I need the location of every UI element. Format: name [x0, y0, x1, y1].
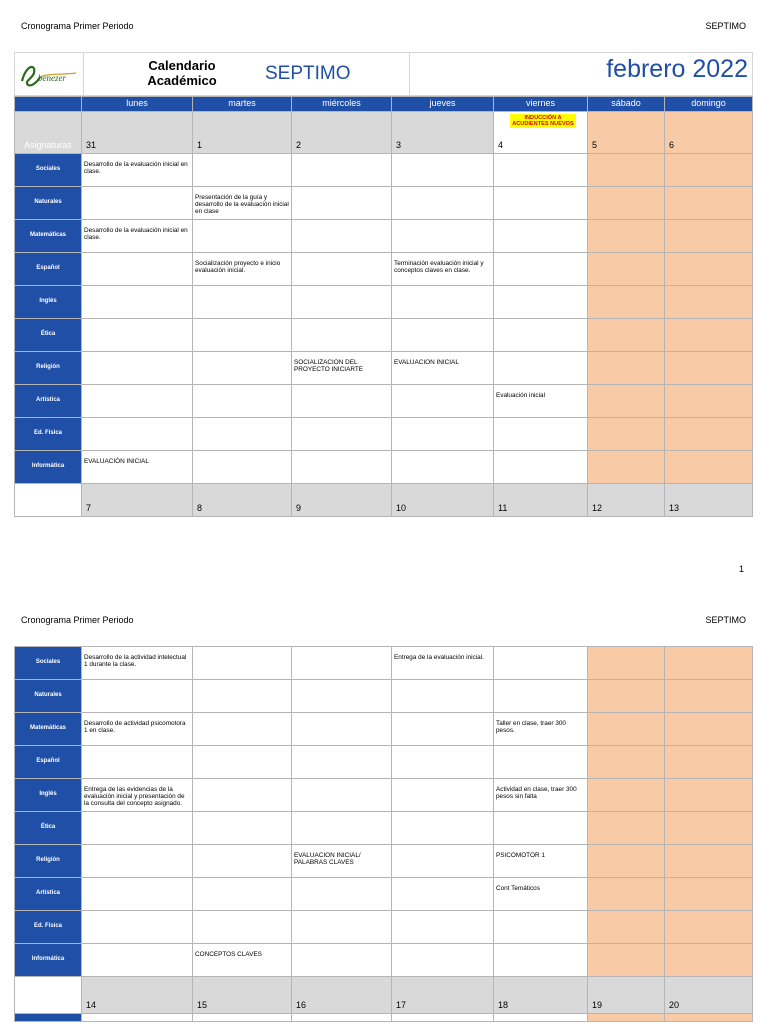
subject-row: [15, 187, 753, 220]
schedule-cell: [292, 418, 392, 451]
date-cell: 14: [82, 977, 193, 1014]
day-header-domingo: domingo: [665, 97, 753, 112]
schedule-cell: EVALUACIÓN INICIAL: [82, 451, 193, 484]
date-cell: 11: [494, 484, 588, 517]
weekend-cell: [665, 812, 753, 845]
date-cell: 19: [588, 977, 665, 1014]
subject-label: Español: [15, 253, 82, 286]
date-cell: 7: [82, 484, 193, 517]
next-cell: [494, 1014, 588, 1022]
weekend-cell: [588, 680, 665, 713]
schedule-cell: [292, 812, 392, 845]
weekend-cell: [588, 451, 665, 484]
schedule-cell: Desarrollo de la evaluación inicial en clase.: [82, 154, 193, 187]
weekend-cell: [588, 286, 665, 319]
schedule-cell: [193, 647, 292, 680]
subject-row: [15, 779, 753, 812]
subject-label: Informática: [15, 944, 82, 977]
next-cell: [292, 1014, 392, 1022]
subject-label: Ed. Física: [15, 911, 82, 944]
subject-label: Sociales: [15, 647, 82, 680]
schedule-cell: [292, 286, 392, 319]
schedule-cell: Desarrollo de la evaluación inicial en clase.: [82, 220, 193, 253]
subject-label: Artística: [15, 385, 82, 418]
subject-label: Naturales: [15, 187, 82, 220]
title-bar: [14, 52, 753, 96]
schedule-cell: [82, 286, 193, 319]
weekend-cell: [588, 779, 665, 812]
weekend-cell: [665, 352, 753, 385]
date-cell: 5: [588, 112, 665, 154]
title-divider: [409, 53, 410, 95]
schedule-cell: [392, 187, 494, 220]
schedule-cell: [292, 680, 392, 713]
subject-row: [15, 647, 753, 680]
schedule-cell: Desarrollo de actividad psicomotora 1 en clase.: [82, 713, 193, 746]
date-cell: 13: [665, 484, 753, 517]
weekend-cell: [588, 746, 665, 779]
weekend-cell: [588, 154, 665, 187]
schedule-cell: [392, 220, 494, 253]
schedule-cell: [82, 746, 193, 779]
weekend-cell: [665, 878, 753, 911]
date-cell: 17: [392, 977, 494, 1014]
subject-row: [15, 713, 753, 746]
weekend-cell: [588, 911, 665, 944]
weekend-cell: [665, 385, 753, 418]
weekend-cell: [588, 845, 665, 878]
date-row-corner: [15, 977, 82, 1014]
subject-row: [15, 680, 753, 713]
schedule-cell: PSICOMOTOR 1: [494, 845, 588, 878]
date-cell: 1: [193, 112, 292, 154]
weekend-cell: [665, 418, 753, 451]
schedule-cell: Presentación de la guía y desarrollo de la evaluación inicial en clase: [193, 187, 292, 220]
date-cell: 8: [193, 484, 292, 517]
schedule-cell: [193, 385, 292, 418]
subject-label: Matemáticas: [15, 220, 82, 253]
date-cell: 18: [494, 977, 588, 1014]
schedule-cell: [392, 779, 494, 812]
date-cell: 9: [292, 484, 392, 517]
schedule-cell: [82, 385, 193, 418]
schedule-cell: [82, 680, 193, 713]
calendar-title: [127, 58, 237, 88]
schedule-cell: [392, 944, 494, 977]
date-row: [15, 484, 753, 517]
schedule-cell: [82, 812, 193, 845]
next-cell: [392, 1014, 494, 1022]
schedule-cell: [292, 385, 392, 418]
schedule-cell: [494, 812, 588, 845]
schedule-cell: [494, 944, 588, 977]
subject-row: [15, 253, 753, 286]
schedule-cell: [82, 944, 193, 977]
grade-title: SEPTIMO: [265, 63, 351, 84]
day-header-corner: [15, 97, 82, 112]
subject-label: Matemáticas: [15, 713, 82, 746]
next-week-row-partial: [15, 1014, 753, 1022]
date-row-corner: [15, 484, 82, 517]
schedule-cell: [193, 680, 292, 713]
date-cell-friday: [494, 112, 588, 154]
subject-label: Ed. Física: [15, 418, 82, 451]
weekend-cell: [665, 220, 753, 253]
weekend-cell: [588, 944, 665, 977]
weekend-cell: [665, 911, 753, 944]
schedule-cell: [494, 319, 588, 352]
schedule-cell: [82, 845, 193, 878]
weekend-cell: [588, 352, 665, 385]
schedule-cell: [494, 418, 588, 451]
schedule-cell: [494, 680, 588, 713]
subject-row: [15, 451, 753, 484]
schedule-cell: [494, 911, 588, 944]
schedule-cell: [392, 746, 494, 779]
subject-row: [15, 220, 753, 253]
subject-label: Inglés: [15, 286, 82, 319]
next-cell: [588, 1014, 665, 1022]
weekend-cell: [588, 812, 665, 845]
schedule-cell: [392, 418, 494, 451]
schedule-cell: [494, 352, 588, 385]
schedule-cell: [494, 746, 588, 779]
schedule-cell: EVALUACION INICIAL: [392, 352, 494, 385]
subject-row: [15, 385, 753, 418]
weekend-cell: [665, 746, 753, 779]
schedule-cell: [292, 944, 392, 977]
schedule-cell: CONCEPTOS CLAVES: [193, 944, 292, 977]
schedule-cell: [292, 253, 392, 286]
subject-row: [15, 911, 753, 944]
weekend-cell: [588, 385, 665, 418]
schedule-cell: [292, 154, 392, 187]
schedule-cell: [193, 911, 292, 944]
day-header-lunes: lunes: [82, 97, 193, 112]
schedule-cell: [292, 911, 392, 944]
subject-label: Inglés: [15, 779, 82, 812]
schedule-cell: [292, 878, 392, 911]
weekend-cell: [665, 713, 753, 746]
subject-label: Sociales: [15, 154, 82, 187]
schedule-cell: [392, 154, 494, 187]
weekend-cell: [665, 187, 753, 220]
subject-label: Ética: [15, 319, 82, 352]
schedule-cell: [392, 911, 494, 944]
subject-label: Naturales: [15, 680, 82, 713]
subject-label: Artística: [15, 878, 82, 911]
weekend-cell: [588, 319, 665, 352]
schedule-cell: [193, 286, 292, 319]
schedule-cell: [193, 418, 292, 451]
weekend-cell: [588, 253, 665, 286]
weekend-cell: [665, 680, 753, 713]
schedule-cell: Entrega de las evidencias de la evaluación inicial y presentación de la consulta del concepto asignado.: [82, 779, 193, 812]
next-cell: [193, 1014, 292, 1022]
weekend-cell: [665, 647, 753, 680]
schedule-cell: [193, 746, 292, 779]
subject-row: [15, 352, 753, 385]
date-row: [15, 977, 753, 1014]
weekend-cell: [665, 451, 753, 484]
title-line-2: Académico: [147, 73, 217, 88]
date-cell: 16: [292, 977, 392, 1014]
schedule-cell: [193, 352, 292, 385]
day-header-sabado: sábado: [588, 97, 665, 112]
schedule-cell: [193, 154, 292, 187]
schedule-cell: Cont Temáticos: [494, 878, 588, 911]
schedule-cell: [392, 812, 494, 845]
calendar-table-page-2: [14, 646, 753, 1022]
subject-row: [15, 746, 753, 779]
schedule-cell: [494, 220, 588, 253]
schedule-cell: [292, 746, 392, 779]
schedule-cell: [193, 845, 292, 878]
subject-label: Informática: [15, 451, 82, 484]
schedule-cell: [193, 220, 292, 253]
schedule-cell: [292, 713, 392, 746]
page-header-right: SEPTIMO: [705, 21, 746, 31]
day-header-martes: martes: [193, 97, 292, 112]
schedule-cell: [392, 878, 494, 911]
schedule-cell: [82, 418, 193, 451]
schedule-cell: [82, 187, 193, 220]
schedule-cell: [392, 286, 494, 319]
schedule-cell: [82, 911, 193, 944]
subject-label: Religión: [15, 845, 82, 878]
svg-text:benezer: benezer: [38, 73, 66, 83]
date-cell: 20: [665, 977, 753, 1014]
weekend-cell: [665, 944, 753, 977]
schedule-cell: [392, 319, 494, 352]
next-cell: [82, 1014, 193, 1022]
date-cell: 10: [392, 484, 494, 517]
date-row: [15, 112, 753, 154]
weekend-cell: [588, 220, 665, 253]
date-cell: 3: [392, 112, 494, 154]
schedule-cell: EVALUACION INICIAL/ PALABRAS CLAVES: [292, 845, 392, 878]
schedule-cell: [392, 451, 494, 484]
month-title: febrero 2022: [606, 55, 748, 83]
schedule-cell: [392, 680, 494, 713]
weekend-cell: [665, 253, 753, 286]
schedule-cell: [193, 713, 292, 746]
schedule-cell: Taller en clase, traer 300 pesos.: [494, 713, 588, 746]
schedule-cell: [494, 154, 588, 187]
schedule-cell: [193, 319, 292, 352]
weekend-cell: [588, 713, 665, 746]
date-cell: 6: [665, 112, 753, 154]
weekend-cell: [665, 286, 753, 319]
weekend-cell: [588, 647, 665, 680]
schedule-cell: [392, 385, 494, 418]
schedule-cell: [292, 319, 392, 352]
day-header-jueves: jueves: [392, 97, 494, 112]
next-cell: [665, 1014, 753, 1022]
subject-label: Religión: [15, 352, 82, 385]
schedule-cell: [292, 220, 392, 253]
weekend-cell: [588, 418, 665, 451]
schedule-cell: [292, 187, 392, 220]
page-header-left: Cronograma Primer Periodo: [21, 21, 134, 31]
page-header-left: Cronograma Primer Periodo: [21, 615, 134, 625]
day-header-viernes: viernes: [494, 97, 588, 112]
schedule-cell: [292, 647, 392, 680]
subject-row: [15, 319, 753, 352]
weekend-cell: [665, 845, 753, 878]
schedule-cell: [494, 647, 588, 680]
schedule-cell: [392, 713, 494, 746]
schedule-cell: [494, 451, 588, 484]
subject-row: [15, 845, 753, 878]
date-cell: 15: [193, 977, 292, 1014]
weekend-cell: [665, 779, 753, 812]
schedule-cell: Entrega de la evaluación inicial.: [392, 647, 494, 680]
page-number: 1: [738, 564, 744, 574]
schedule-cell: [292, 779, 392, 812]
date-cell: 12: [588, 484, 665, 517]
schedule-cell: Desarrollo de la actividad intelectual 1 durante la clase.: [82, 647, 193, 680]
schedule-cell: [82, 253, 193, 286]
weekend-cell: [588, 187, 665, 220]
schedule-cell: [82, 352, 193, 385]
schedule-cell: [193, 451, 292, 484]
schedule-cell: [494, 187, 588, 220]
day-header-miercoles: miércoles: [292, 97, 392, 112]
schedule-cell: [292, 451, 392, 484]
subject-row: [15, 286, 753, 319]
title-line-1: Calendario: [148, 58, 216, 73]
weekend-cell: [588, 878, 665, 911]
schedule-cell: [494, 253, 588, 286]
schedule-cell: [82, 319, 193, 352]
schedule-cell: [193, 812, 292, 845]
date-cell: 31: [82, 112, 193, 154]
schedule-cell: Socialización proyecto e inicio evaluación inicial.: [193, 253, 292, 286]
schedule-cell: SOCIALIZACION DEL PROYECTO INICIARTE: [292, 352, 392, 385]
date-cell: 2: [292, 112, 392, 154]
logo: [15, 53, 84, 95]
day-header-row: [15, 97, 753, 112]
asignaturas-label: Asignaturas: [15, 112, 82, 154]
weekend-cell: [665, 154, 753, 187]
schedule-cell: [392, 845, 494, 878]
subject-row: [15, 812, 753, 845]
next-subject-cell: [15, 1014, 82, 1022]
ebenezer-logo-icon: [18, 59, 80, 89]
schedule-cell: Terminación evaluación inicial y conceptos claves en clase.: [392, 253, 494, 286]
schedule-cell: [193, 878, 292, 911]
subject-label: Ética: [15, 812, 82, 845]
page-header-right: SEPTIMO: [705, 615, 746, 625]
subject-label: Español: [15, 746, 82, 779]
schedule-cell: [494, 286, 588, 319]
schedule-cell: Evaluación inicial: [494, 385, 588, 418]
date-number: 4: [498, 139, 504, 150]
schedule-cell: [193, 779, 292, 812]
subject-row: [15, 944, 753, 977]
induccion-note: INDUCCIÓN A ACUDIENTES NUEVOS: [510, 114, 576, 128]
subject-row: [15, 418, 753, 451]
calendar-table-page-1: [14, 96, 753, 517]
weekend-cell: [665, 319, 753, 352]
subject-row: [15, 878, 753, 911]
schedule-cell: Actividad en clase, traer 300 pesos sin falta: [494, 779, 588, 812]
schedule-cell: [82, 878, 193, 911]
subject-row: [15, 154, 753, 187]
